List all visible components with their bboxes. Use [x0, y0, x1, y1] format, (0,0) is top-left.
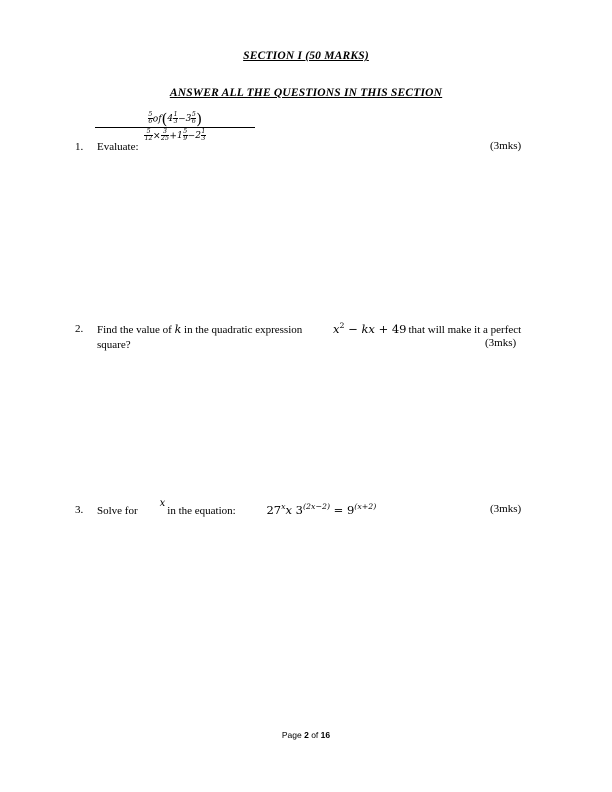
- question-3-text-before: Solve for: [97, 505, 138, 517]
- question-1-marks: (3mks): [490, 140, 522, 152]
- question-3-text-after: in the equation:: [167, 505, 236, 517]
- question-1-prompt: Evaluate:: [97, 141, 139, 153]
- paren-open: (: [161, 109, 168, 128]
- question-2-marks: (3mks): [485, 337, 517, 349]
- footer-current-page: 2: [304, 730, 309, 740]
- mixed-four-one-third: 4 $\frac{1}{3}$: [167, 111, 178, 126]
- page-footer: [0, 730, 612, 740]
- question-3-marks: (3mks): [490, 503, 522, 515]
- fraction-five-twelfths: $\frac{5}{12}$: [144, 127, 153, 142]
- exponential-equation: 27$^x$x $3^{(2x-2)} = 9^{(x+2)}$: [266, 502, 377, 517]
- question-3-text: [97, 498, 377, 519]
- footer-prefix: Page: [281, 730, 305, 740]
- question-2-number: 2.: [75, 323, 84, 335]
- question-1-number: 1.: [75, 141, 84, 153]
- of-operator: of: [152, 114, 162, 125]
- question-3-number: 3.: [75, 504, 84, 516]
- quadratic-expression: $x^2$ − kx + 49: [333, 321, 407, 336]
- expression-numerator: [95, 109, 255, 128]
- section-heading: SECTION I (50 MARKS): [243, 50, 369, 62]
- inner-minus: −: [178, 114, 186, 125]
- expression-denominator: [95, 128, 255, 143]
- variable-x: x: [159, 498, 166, 509]
- question-2-text-middle: in the quadratic expression: [181, 324, 303, 336]
- question-2-text: [97, 322, 537, 352]
- question-2-text-before: Find the value of: [97, 324, 175, 336]
- fraction-five-sixths: $\frac{5}{6}$: [148, 111, 153, 126]
- mixed-three-five-sixths: 3 $\frac{5}{6}$: [185, 111, 196, 126]
- plus-operator: +: [169, 130, 177, 141]
- footer-total-pages: 16: [320, 730, 331, 740]
- mixed-one-five-ninths: 1 $\frac{5}{9}$: [176, 127, 188, 142]
- question-1-expression: [95, 109, 255, 142]
- question-2-text-after: that will make it a perfect: [408, 324, 522, 336]
- paren-close: ): [196, 109, 203, 128]
- fraction-three-twentyfifths: $\frac{3}{25}$: [161, 127, 169, 142]
- variable-k: k: [174, 323, 182, 336]
- footer-middle: of: [308, 730, 321, 740]
- instruction-heading: ANSWER ALL THE QUESTIONS IN THIS SECTION: [169, 87, 443, 99]
- mixed-two-one-third: 2 $\frac{1}{3}$: [195, 127, 206, 142]
- question-2-text-line2: square?: [97, 338, 131, 351]
- minus-operator: −: [187, 130, 196, 141]
- multiply-operator: ×: [153, 130, 161, 141]
